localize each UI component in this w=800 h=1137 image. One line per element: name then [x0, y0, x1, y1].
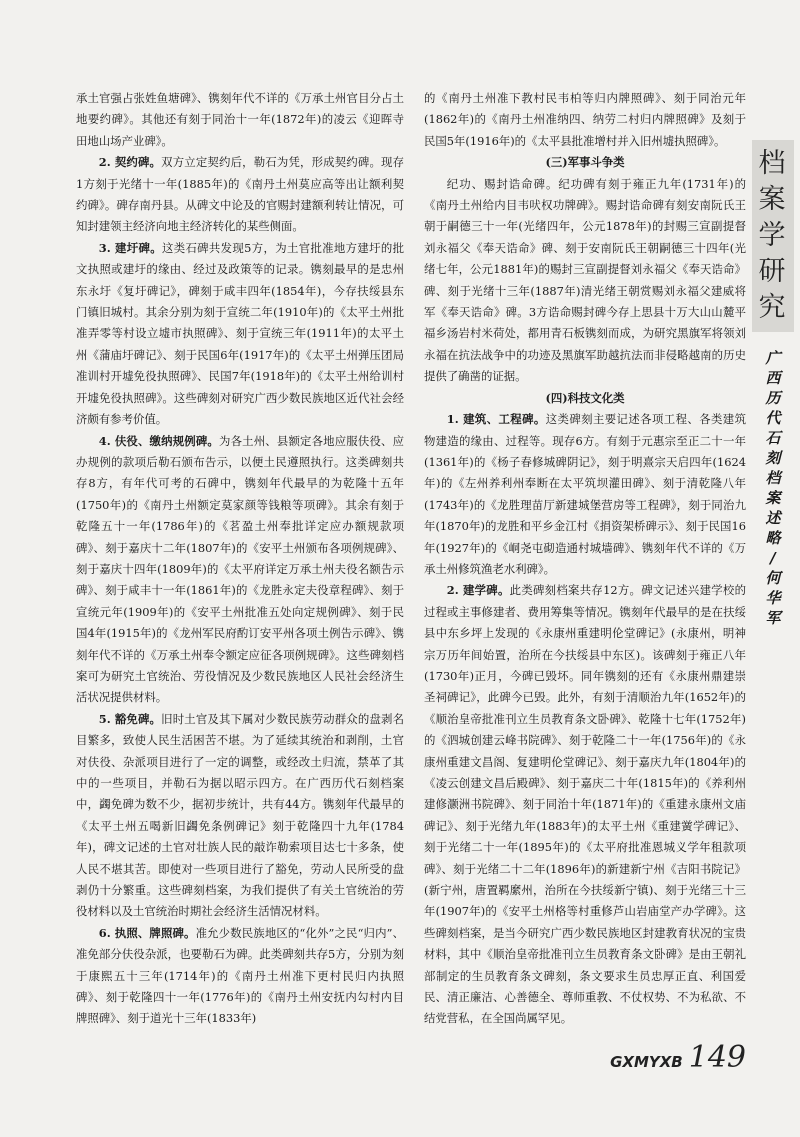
section-title-char: 档 [758, 148, 788, 179]
running-title-char: 刻 [765, 449, 781, 467]
paragraph-text: 这类石碑共发现5方，为土官批准地方建圩的批文执照或建圩的缘由、经过及政策等的记录。镌刻最早的是忠州东永圩《复圩碑记》，碑刻于咸丰四年(1854年)，今存扶绥县东门镇旧城村。其余分别为刻于宣统二年(1910年)的《太平土州批准弄零等村设立墟市执照碑》、刻于宣统三年(1911年)的太平土州《蒲庙圩碑记》、刻于民国6年(1917年)的《太平土州弹压团局准训村开墟免役执照碑》、民国7年(1918年)的《太平土州给训村开墟免役执照碑》。这些碑刻对研究广西少数民族地区近代社会经济颇有参考价值。 [76, 240, 405, 427]
paragraph-text: 为各土州、县额定各地应服伕役、应办规例的款项后勒石颁布告示，以便土民遵照执行。这类碑刻共存8方，有年代可考的石碑中，镌刻年代最早的为乾隆十五年(1750年)的《南丹土州额定莫家颜等钱粮等项碑》。其余有刻于乾隆五十一年(1786年)的《茗盈土州奉批详定应办额规款项碑》、刻于嘉庆十二年(1807年)的《安平土州颁布各项例规碑》、刻于嘉庆十四年(1809年)的《太平府详定万承土州夫役名额告示碑》、刻于咸丰十一年(1861年)的《龙胜永定夫役章程碑》、刻于宣统元年(1909年)的《安平土州批准五处向定规例碑》、刻于民国4年(1915年)的《龙州军民府酌订安平州各项土例告示碑》、镌刻年代不详的《万承土州奉令额定应征各项例规碑》。这些碑刻档案可为研究土官统治、劳役情况及少数民族地区人民社会经济生活状况提供材料。 [76, 433, 404, 705]
running-title-char: 军 [765, 609, 781, 627]
section-heading: (三)军事斗争类 [545, 155, 625, 170]
left-column [76, 88, 404, 1030]
body-paragraph [76, 431, 404, 709]
body-paragraph [76, 238, 404, 431]
journal-abbreviation: GXMYXB [610, 1053, 683, 1071]
section-title-char: 究 [758, 292, 788, 323]
paragraph-text: 这类碑刻主要记述各项工程、各类建筑物建造的缘由、过程等。现存6方。有刻于元惠宗至正二十一年(1361年)的《杨子春修城碑阴记》，刻于明熹宗天启四年(1624年)的《左州养利州奉断在太平筑坝灌田碑》、刻于清乾隆八年(1743年)的《龙胜理苗厅新建城堡营房等工程碑》，刻于同治九年(1870年)的龙胜和平乡金江村《捐资架桥碑示》、刻于民国16年(1927年)的《峒尧屯砌造通村城墙碑》、镌刻年代不详的《万承土州修筑渔老水利碑》。 [424, 412, 746, 576]
journal-section-title [752, 140, 794, 332]
paragraph-lead: 3. 建圩碑。 [98, 240, 162, 255]
section-title-char: 研 [758, 256, 788, 287]
right-column [424, 88, 746, 1030]
body-paragraph [424, 409, 746, 580]
section-title-char: 学 [758, 220, 788, 251]
paragraph-text: 的《南丹土州准下教村民韦柏等归内牌照碑》、刻于同治元年(1862年)的《南丹土州准纳四、纳劳二村归内牌照碑》及刻于民国5年(1916年)的《太平县批准增村并入旧州墟执照碑》。 [424, 91, 746, 148]
paragraph-text: 承土官强占张姓鱼塘碑》、镌刻年代不详的《万承土州官目分占土地要约碑》。其他还有刻于同治十一年(1872年)的凌云《迎晖寺田地山场产业碑》。 [76, 91, 404, 148]
page-number: 149 [688, 1040, 746, 1075]
section-title-char: 案 [758, 184, 788, 215]
paragraph-lead: 5. 豁免碑。 [98, 711, 162, 726]
running-title-char: 述 [765, 509, 781, 527]
body-paragraph [76, 152, 404, 238]
running-title-char: / [770, 549, 776, 567]
body-paragraph [424, 580, 746, 1030]
section-sidebar [752, 140, 794, 628]
body-paragraph [76, 923, 404, 1030]
section-heading: (四)科技文化类 [545, 390, 625, 405]
running-title-char: 略 [765, 529, 781, 547]
running-title-char: 历 [765, 389, 781, 407]
running-title-char: 案 [765, 489, 781, 507]
paragraph-lead: 6. 执照、牌照碑。 [98, 925, 196, 940]
running-title-char: 档 [765, 469, 781, 487]
body-paragraph [424, 174, 746, 388]
body-paragraph [76, 88, 404, 152]
page-footer [610, 1040, 746, 1075]
paragraph-lead: 1. 建筑、工程碑。 [446, 412, 546, 427]
running-title-char: 代 [765, 409, 781, 427]
running-title-char: 西 [765, 369, 781, 387]
paragraph-text: 双方立定契约后，勒石为凭，形成契约碑。现存1方刻于光绪十一年(1885年)的《南丹土州莫应高等出让额利契约碑》。碑存南丹县。从碑文中论及的官赐封建额利转让情况，可知封建领主经济向地主经济转化的某些侧面。 [76, 155, 404, 234]
running-title-char: 何 [765, 569, 781, 587]
paragraph-lead: 2. 建学碑。 [446, 583, 510, 598]
body-paragraph [76, 709, 404, 923]
paragraph-text: 准允少数民族地区的“化外”之民“归内”、准免部分伕役杂派，也要勒石为碑。此类碑刻共存5方，分别为刻于康熙五十三年(1714年)的《南丹土州准下更村民归内执照碑》、刻于乾隆四十一年(1776年)的《南丹土州安抚内勾村内目牌照碑》、刻于道光十三年(1833年) [76, 925, 404, 1026]
paragraph-lead: 2. 契约碑。 [98, 155, 162, 170]
running-title-char: 石 [765, 429, 781, 447]
article-running-title [752, 348, 794, 628]
paragraph-text: 纪功、赐封诰命碑。纪功碑有刻于雍正九年(1731年)的《南丹土州给内目韦吠权功牌碑》。赐封诰命碑有刻安南阮氏王朝于嗣德三十一年(光绪四年，公元1878年)的封赐三宣副提督刘永福父《奉天诰命》碑、刻于安南阮氏王朝嗣德三十四年(光绪七年，公元1881年)的赐封三宣副提督刘永福父《奉天诰命》碑、刻于光绪十三年(1887年)清光绪王朝赏赐刘永福父建威将军《奉天诰命》碑。3方诰命赐封碑今存上思县十万大山山麓平福乡汤岩村米荷处，都用青石板镌刻而成，为研究黑旗军将领刘永福在抗法战争中的功迹及黑旗军助越抗法而非侵略越南的历史提供了确凿的证据。 [424, 176, 746, 384]
paragraph-text: 此类碑刻档案共存12方。碑文记述兴建学校的过程或主事修建者、费用筹集等情况。镌刻年代最早的是在扶绥县中东乡坪上发现的《永康州重建明伦堂碑记》(永康州，明神宗万历年间始置，治所在今扶绥县中东区)。该碑刻于雍正八年(1730年)正月，今碑已毁坏。同年镌刻的还有《永康州鼎建崇圣祠碑记》，此碑今已毁。此外，有刻于清顺治九年(1652年)的《顺治皇帝批准刊立生员教育条文卧碑》、乾隆十七年(1752年)的《泗城创建云峰书院碑》、刻于乾隆二十一年(1756年)的《永康州重建文昌阁、复建明伦堂碑记》、刻于嘉庆九年(1804年)的《凌云创建文昌后殿碑》、刻于嘉庆二十年(1815年)的《养利州建修灏洲书院碑》、刻于同治十年(1871年)的《重建永康州文庙碑记》、刻于光绪九年(1883年)的太平土州《重建黉学碑记》、刻于光绪二十一年(1895年)的《太平府批准恩城义学年租款项碑》、刻于光绪二十二年(1896年)的新建新宁州《吉阳书院记》(新宁州，唐置羁縻州，治所在今扶绥新宁镇)、刻于光绪三十三年(1907年)的《安平土州格等村重修芦山岩庙堂产办学碑》。这些碑刻档案，是当今研究广西少数民族地区封建教育状况的宝贵材料，其中《顺治皇帝批准刊立生员教育条文卧碑》是由王朝礼部制定的生员教育条文碑刻，条文要求生员忠厚正直、利国爱民、清正廉洁、心善德全、尊师重教、不仗权势、不为私欲、不结党营私，在全国尚属罕见。 [424, 583, 747, 1026]
paragraph-lead: 4. 伕役、缴纳规例碑。 [98, 433, 219, 448]
paragraph-text: 旧时土官及其下属对少数民族劳动群众的盘剥名目繁多，致使人民生活困苦不堪。为了延续其统治和剥削，土官对伕役、杂派项目进行了一定的调整，或经改土归流，禁革了其中的一些项目，并勒石为据以昭示四方。在广西历代石刻档案中，蠲免碑为数不少，据初步统计，共有44方。镌刻年代最早的《太平土州五喝新旧蠲免条例碑记》刻于乾隆四十九年(1784年)，碑文记述的土官对壮族人民的敲诈勒索项目达七十多条，使人民不堪其苦。即使对一些项目进行了豁免，劳动人民所受的盘剥仍十分繁重。这些碑刻档案，为我们提供了有关土官统治的劳役材料以及土官统治时期社会经济生活情况材料。 [76, 711, 404, 919]
running-title-char: 广 [765, 349, 781, 367]
body-paragraph [424, 88, 746, 152]
running-title-char: 华 [765, 589, 781, 607]
